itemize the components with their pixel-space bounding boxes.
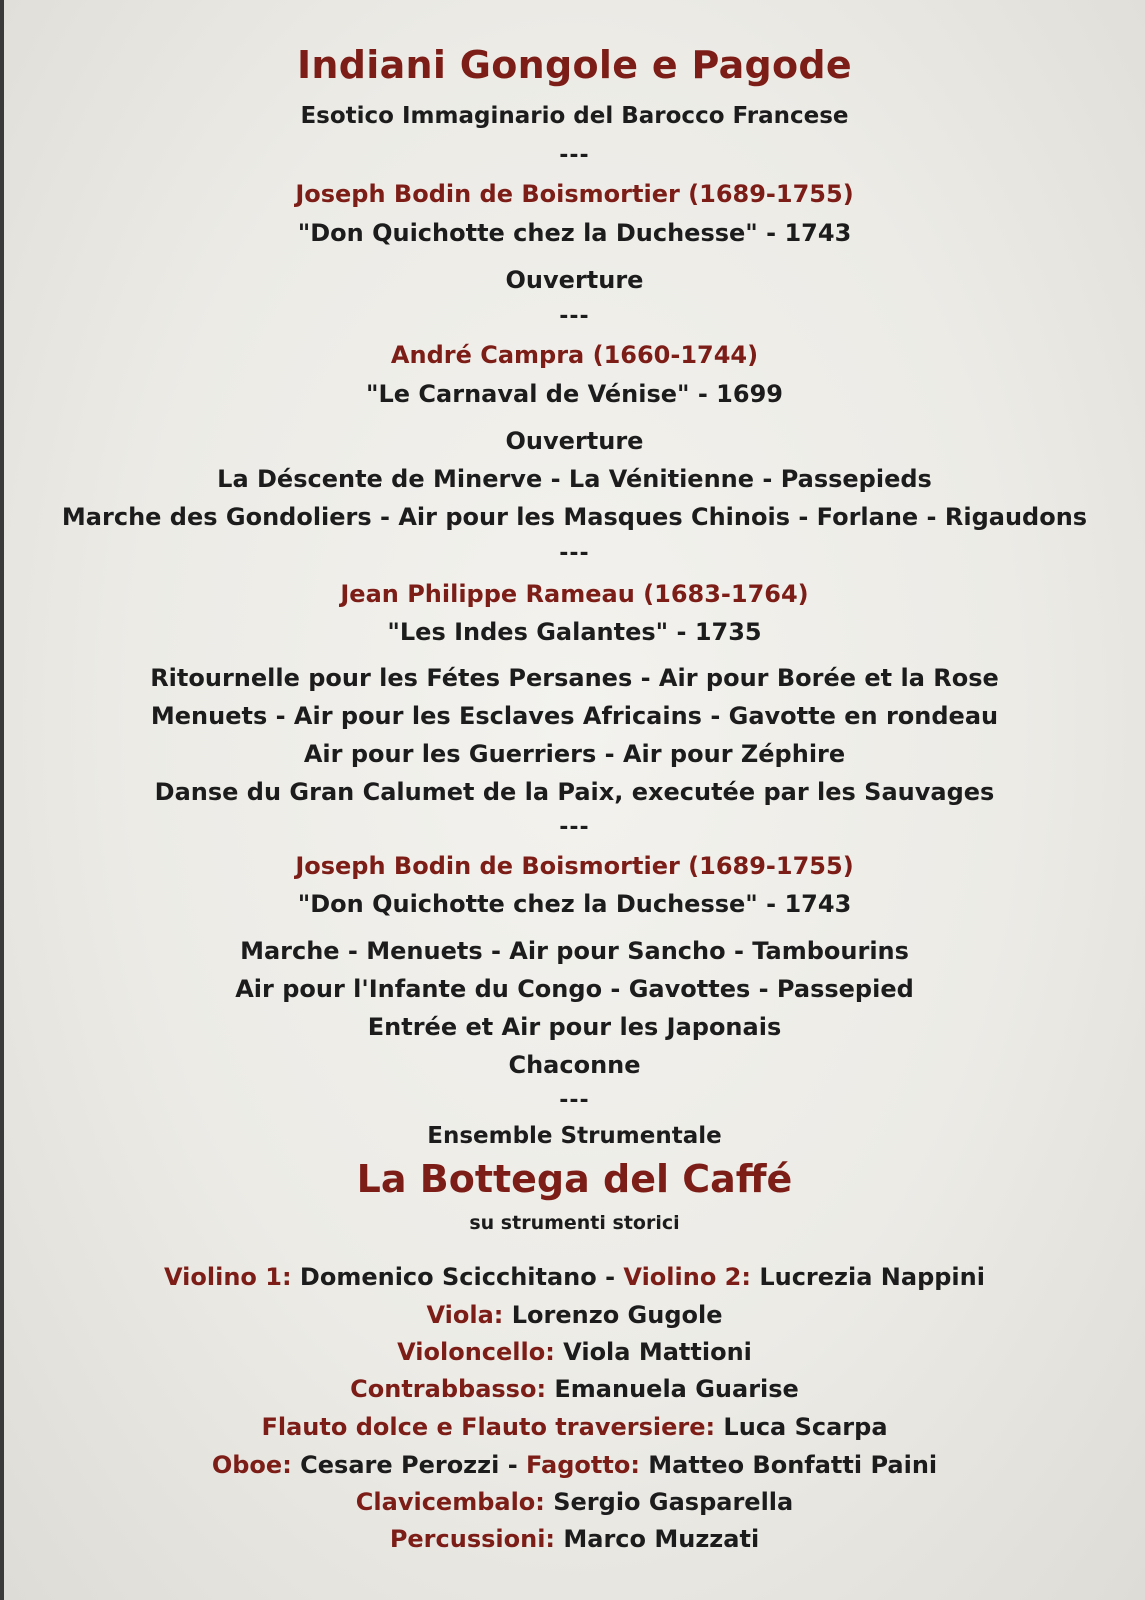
instrument-role: Flauto dolce e Flauto traversiere: — [261, 1413, 716, 1441]
movement-line: Air pour les Guerriers - Air pour Zéphire — [303, 740, 846, 768]
movement-line: Danse du Gran Calumet de la Paix, executée par les Sauvages — [154, 778, 995, 806]
instrument-role: Percussioni: — [389, 1525, 556, 1553]
instrument-role: Viola: — [426, 1301, 504, 1329]
ensemble-note: su strumenti storici — [469, 1212, 680, 1234]
musician-name: Domenico Scicchitano — [291, 1263, 597, 1291]
musician-name: Lucrezia Nappini — [750, 1263, 985, 1291]
musician-name: Cesare Perozzi — [291, 1451, 500, 1479]
musician-name: Marco Muzzati — [555, 1525, 760, 1553]
movement-line: Ouverture — [505, 427, 644, 455]
movement-line: Menuets - Air pour les Esclaves Africains - Gavotte en rondeau — [150, 702, 999, 730]
musician-name: Lorenzo Gugole — [503, 1301, 723, 1329]
program-title: Indiani Gongole e Pagode — [296, 43, 852, 87]
instrument-role: Violino 2: — [623, 1263, 751, 1291]
musician-line — [4, 1415, 1145, 1439]
movement-line: Chaconne — [508, 1051, 641, 1079]
instrument-role: Violoncello: — [397, 1338, 555, 1366]
separator: --- — [559, 541, 590, 566]
instrument-role: Fagotto: — [526, 1451, 640, 1479]
work-title: "Le Carnaval de Vénise" - 1699 — [366, 380, 783, 408]
musician-line — [4, 1453, 1145, 1477]
musician-line — [4, 1377, 1145, 1401]
musician-line — [4, 1303, 1145, 1327]
separator: --- — [559, 143, 590, 168]
program-subtitle: Esotico Immaginario del Barocco Francese — [300, 103, 849, 129]
musician-separator: - — [596, 1263, 624, 1291]
separator: --- — [559, 304, 590, 329]
composer-heading: Joseph Bodin de Boismortier (1689-1755) — [295, 180, 854, 208]
work-title: "Les Indes Galantes" - 1735 — [387, 618, 762, 646]
musician-name: Emanuela Guarise — [546, 1375, 799, 1403]
program-page — [4, 0, 1145, 1600]
musician-line — [4, 1265, 1145, 1289]
movement-line: Entrée et Air pour les Japonais — [367, 1013, 782, 1041]
musician-line — [4, 1490, 1145, 1514]
movement-line: Ritournelle pour les Fétes Persanes - Air pour Borée et la Rose — [150, 664, 999, 692]
composer-heading: Jean Philippe Rameau (1683-1764) — [340, 580, 809, 608]
composer-heading: Joseph Bodin de Boismortier (1689-1755) — [295, 852, 854, 880]
musician-name: Viola Mattioni — [554, 1338, 752, 1366]
instrument-role: Clavicembalo: — [355, 1488, 545, 1516]
musician-line — [4, 1340, 1145, 1364]
movement-line: Marche des Gondoliers - Air pour les Masques Chinois - Forlane - Rigaudons — [61, 503, 1088, 531]
musician-name: Matteo Bonfatti Paini — [639, 1451, 938, 1479]
movement-line: La Déscente de Minerve - La Vénitienne - Passepieds — [217, 465, 932, 493]
work-title: "Don Quichotte chez la Duchesse" - 1743 — [297, 890, 852, 918]
separator: --- — [559, 815, 590, 840]
musician-line — [4, 1527, 1145, 1551]
musician-name: Sergio Gasparella — [544, 1488, 794, 1516]
ensemble-label: Ensemble Strumentale — [427, 1123, 722, 1149]
movement-line: Marche - Menuets - Air pour Sancho - Tambourins — [240, 937, 909, 965]
separator: --- — [559, 1088, 590, 1113]
composer-heading: André Campra (1660-1744) — [390, 341, 759, 369]
movement-line: Air pour l'Infante du Congo - Gavottes - Passepied — [235, 975, 914, 1003]
musician-name: Luca Scarpa — [715, 1413, 888, 1441]
instrument-role: Violino 1: — [164, 1263, 292, 1291]
ensemble-name: La Bottega del Caffé — [356, 1157, 793, 1201]
movement-line: Ouverture — [505, 266, 644, 294]
instrument-role: Contrabbasso: — [350, 1375, 547, 1403]
instrument-role: Oboe: — [211, 1451, 292, 1479]
musician-separator: - — [499, 1451, 527, 1479]
work-title: "Don Quichotte chez la Duchesse" - 1743 — [297, 219, 852, 247]
